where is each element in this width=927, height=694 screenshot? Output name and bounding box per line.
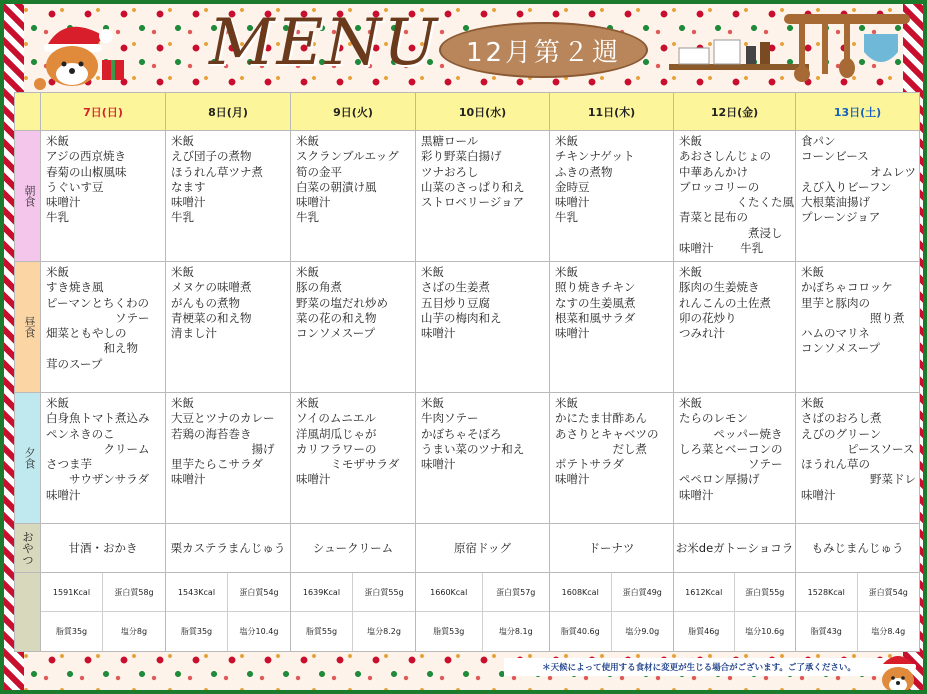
nutrition-row [15, 573, 920, 652]
kcal-value: 1543Kcal [166, 573, 228, 612]
fat-value: 脂質35g [166, 612, 228, 651]
salt-value: 塩分8.1g [498, 627, 533, 636]
snack-cell: お米deガトーショコラ [674, 524, 796, 573]
protein-value: 蛋白質57g [483, 573, 550, 612]
snack-label: おやつ [15, 524, 41, 573]
kcal-value: 1608Kcal [550, 573, 612, 612]
nutrition-cell [674, 573, 796, 652]
nutrition-cell [291, 573, 416, 652]
nutrition-cell [796, 573, 920, 652]
snack-row [15, 524, 920, 573]
fat-value: 脂質35g [41, 612, 103, 651]
menu-cell: 米飯 かにたま甘酢あん あさりとキャベツの だし煮 ポテトサラダ 味噌汁 [550, 393, 674, 524]
menu-cell: 米飯 アジの西京焼き 春菊の山椒風味 うぐいす豆 味噌汁 牛乳 [41, 131, 166, 262]
kcal-value: 1528Kcal [796, 573, 858, 612]
menu-cell: 米飯 たらのレモン ペッパー焼き しろ菜とベーコンの ソテー ペペロン厚揚げ 味噌汁 [674, 393, 796, 524]
protein-value: 蛋白質54g [228, 573, 290, 612]
day-header: 11日(木) [550, 93, 674, 131]
protein-value: 蛋白質49g [612, 573, 674, 612]
fat-value: 脂質53g [416, 612, 483, 651]
snack-cell: ドーナツ [550, 524, 674, 573]
footer-note: ＊天候によって使用する食材に変更が生じる場合がございます。ご了承ください。 [504, 658, 894, 676]
fat-value: 脂質40.6g [550, 612, 612, 651]
fat-value: 脂質43g [796, 612, 858, 651]
protein-value: 蛋白質58g [103, 573, 165, 612]
day-header-row [15, 93, 920, 131]
day-header: 7日(日) [41, 93, 166, 131]
fat-value: 脂質46g [674, 612, 735, 651]
menu-cell: 米飯 さばの生姜煮 五目炒り豆腐 山芋の梅肉和え 味噌汁 [416, 262, 550, 393]
menu-cell: 米飯 大豆とツナのカレー 若鶏の海苔巻き 揚げ 里芋たらこサラダ 味噌汁 [166, 393, 291, 524]
salt-value: 塩分8.2g [367, 627, 401, 636]
menu-cell: 黒糖ロール 彩り野菜白揚げ ツナおろし 山菜のさっぱり和え ストロベリージョア [416, 131, 550, 262]
kcal-value: 1612Kcal [674, 573, 735, 612]
nutrition-cell [416, 573, 550, 652]
nutrition-cell [41, 573, 166, 652]
menu-cell: 米飯 あおさしんじょの 中華あんかけ ブロッコリーの くたくた風 青菜と昆布の 煮浸し 味噌汁 牛乳 [674, 131, 796, 262]
fat-value: 脂質55g [291, 612, 353, 651]
menu-cell: 米飯 白身魚トマト煮込み ペンネきのこ クリーム さつま芋 サウザンサラダ 味噌汁 [41, 393, 166, 524]
day-header: 12日(金) [674, 93, 796, 131]
day-header: 10日(水) [416, 93, 550, 131]
lunch-row [15, 262, 920, 393]
dinner-row [15, 393, 920, 524]
menu-cell: 米飯 メヌケの味噌煮 がんもの煮物 青梗菜の和え物 清まし汁 [166, 262, 291, 393]
kitchen-shelf-icon [664, 12, 914, 92]
menu-title: MENU [209, 6, 440, 80]
santa-bear-icon [26, 14, 136, 94]
breakfast-row [15, 131, 920, 262]
salt-value: 塩分8.4g [871, 627, 906, 636]
menu-cell: 食パン コーンビース オムレツ えび入りビーフン 大根葉油揚げ プレーンジョア [796, 131, 920, 262]
menu-cell: 米飯 ソイのムニエル 洋風胡瓜じゃが カリフラワーの ミモザサラダ 味噌汁 [291, 393, 416, 524]
protein-value: 蛋白質55g [353, 573, 415, 612]
menu-cell: 米飯 豚肉の生姜焼き れんこんの土佐煮 卯の花炒り つみれ汁 [674, 262, 796, 393]
menu-cell: 米飯 チキンナゲット ふきの煮物 金時豆 味噌汁 牛乳 [550, 131, 674, 262]
salt-value: 塩分9.0g [625, 627, 660, 636]
nutrition-label [15, 573, 41, 652]
menu-cell: 米飯 かぼちゃコロッケ 里芋と豚肉の 照り煮 ハムのマリネ コンソメスープ [796, 262, 920, 393]
menu-cell: 米飯 スクランブルエッグ 筍の金平 白菜の朝漬け風 味噌汁 牛乳 [291, 131, 416, 262]
snack-cell: 栗カステラまんじゅう [166, 524, 291, 573]
corner-cell [15, 93, 41, 131]
protein-value: 蛋白質55g [735, 573, 796, 612]
snack-cell: 原宿ドッグ [416, 524, 550, 573]
week-label: 12月第２週 [439, 22, 648, 78]
menu-cell: 米飯 牛肉ソテー かぼちゃそぼろ うまい菜のツナ和え 味噌汁 [416, 393, 550, 524]
menu-cell: 米飯 照り焼きチキン なすの生姜風煮 根菜和風サラダ 味噌汁 [550, 262, 674, 393]
nutrition-cell [166, 573, 291, 652]
kcal-value: 1639Kcal [291, 573, 353, 612]
breakfast-label: 朝食 [15, 131, 41, 262]
dinner-label: 夕食 [15, 393, 41, 524]
santa-fox-icon [874, 649, 922, 694]
kcal-value: 1591Kcal [41, 573, 103, 612]
weekly-menu-table [14, 92, 920, 652]
day-header: 9日(火) [291, 93, 416, 131]
lunch-label: 昼食 [15, 262, 41, 393]
salt-value: 塩分8g [120, 627, 148, 636]
menu-cell: 米飯 えび団子の煮物 ほうれん草ツナ煮 なます 味噌汁 牛乳 [166, 131, 291, 262]
day-header: 8日(月) [166, 93, 291, 131]
salt-value: 塩分10.4g [239, 627, 279, 636]
snack-cell: もみじまんじゅう [796, 524, 920, 573]
day-header: 13日(土) [796, 93, 920, 131]
header [24, 4, 903, 92]
salt-value: 塩分10.6g [745, 627, 785, 636]
menu-cell: 米飯 すき焼き風 ピーマンとちくわの ソテー 畑菜ともやしの 和え物 茸のスープ [41, 262, 166, 393]
kcal-value: 1660Kcal [416, 573, 483, 612]
snack-cell: シュークリーム [291, 524, 416, 573]
menu-cell: 米飯 さばのおろし煮 えびのグリーン ピースソース ほうれん草の 野菜ドレ 味噌汁 [796, 393, 920, 524]
nutrition-cell [550, 573, 674, 652]
protein-value: 蛋白質54g [858, 573, 920, 612]
snack-cell: 甘酒・おかき [41, 524, 166, 573]
menu-cell: 米飯 豚の角煮 野菜の塩だれ炒め 菜の花の和え物 コンソメスープ [291, 262, 416, 393]
